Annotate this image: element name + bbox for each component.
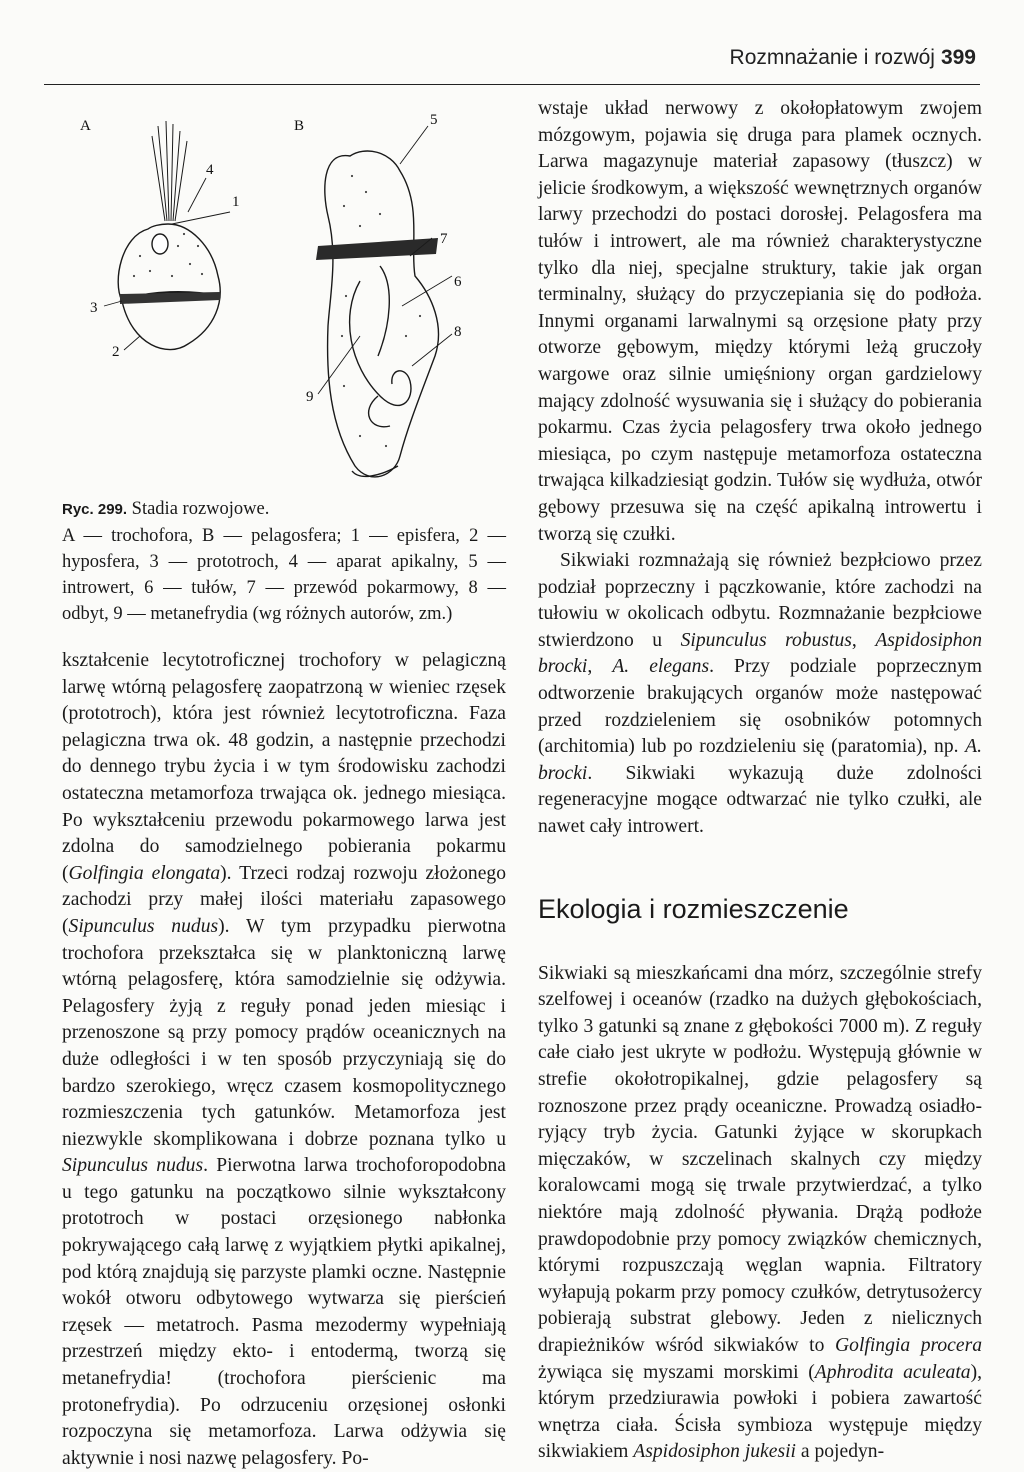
page-header (44, 40, 980, 85)
text-run: wstaje układ nerwowy z okołopłatowym zwojem mózgowym, pojawia się druga para plamek ocznych. Larwa magazynuje materiał zapasowy (tłuszcz) w jelicie środkowym, a większość wewnętrznych organów larwy przechodzi do postaci dorosłej. Pelagosfera ma tułów i introwert, ale ma również charakterystyczne tylko dla niej, specjalne struktury, takie jak organ terminalny, służący do przyczepiania się do podłoża. Innymi organami larwalnymi są orzęsione płaty przy otworze gębowym, między którymi leżą gruczoły wargowe oraz silnie umięśniony organ gardzielowy mający zdolność wysuwania się i służący do pobierania pokarmu. Czas życia pelagosfery trwa około jednego miesiąca, po czym następuje metamorfoza ostateczna trwająca kilkadziesiąt godzin. Tułów się wydłuża, otwór gębowy przesuwa się na część apikalną introwertu i tworzą się czułki. (538, 98, 982, 545)
running-head-title: Rozmnażanie i rozwój (729, 46, 935, 69)
figure-label-1: 1 (232, 194, 240, 210)
species-name: Sipunculus robustus (680, 629, 852, 651)
figure-label-8: 8 (454, 324, 462, 340)
species-name: Golfingia procera (835, 1334, 982, 1356)
species-name: Aspidosiphon jukesii (633, 1441, 796, 1463)
caption-label: Ryc. 299. (62, 501, 128, 518)
species-name: Aphrodita aculeata (814, 1361, 971, 1383)
page-number: 399 (940, 46, 976, 69)
text-run: Sikwiaki rozmnażają się również bezpłciowo przez podział poprzeczny i pączkowanie, które zachodzi na tułowiu w okolicach odbytu. Rozmnażanie bezpłciowe stwierdzono u (538, 550, 982, 651)
right-column (538, 96, 982, 1466)
text-run: ), którym przedziurawia powłoki i pobiera zawartość wnętrza ciała. Ścisła symbioza występuje między sikwiakiem (538, 1361, 982, 1463)
right-paragraph-2 (538, 548, 982, 841)
figure-label-3: 3 (90, 300, 98, 316)
species-name: A. elegans (612, 656, 710, 678)
text-run: żywiąca się myszami morskimi ( (538, 1361, 815, 1383)
figure-label-A: A (80, 118, 91, 134)
figure-caption (62, 496, 506, 627)
species-name: Golfingia elongata (68, 862, 221, 884)
left-column (62, 648, 506, 1472)
figure-label-B: B (294, 118, 305, 134)
text-run: a pojedyn- (795, 1441, 885, 1463)
species-name: Sipunculus nudus (62, 1155, 204, 1177)
species-name: Sipunculus nudus (68, 915, 219, 937)
figure-label-6: 6 (454, 274, 462, 290)
running-head (730, 46, 976, 70)
section-title: Ekologia i rozmieszczenie (538, 893, 849, 924)
caption-body: A — trochofora, B — pelagosfera; 1 — episfera, 2 — hyposfera, 3 — prototroch, 4 — aparat apikalny, 5 — introwert, 6 — tułów, 7 — przewód pokarmowy, 8 — odbyt, 9 — metanefrydia (wg różnych autorów, zm.) (62, 526, 506, 624)
text-run: ). Trzeci rodzaj rozwoju złożonego zachodzi przy małej ilości materiału zapasowego ( (62, 862, 506, 937)
left-paragraph-1 (62, 648, 506, 1472)
text-run: , (851, 629, 876, 651)
species-name: A. brocki (538, 736, 982, 784)
text-run: kształcenie lecytotroficznej trochofory w pelagiczną larwę wtórną pelagosferę zaopatrzoną w wieniec rzęsek (prototroch), która jest również lecytotroficzna. Faza pelagiczna trwa ok. 48 godzin, a następnie przechodzi do dennego trybu życia i w tym środowisku zachodzi ostateczna metamorfoza trwająca ok. jednego miesiąca. Po wykształceniu przewodu pokarmowego larwa jest zdolna do samodzielnego pobierania pokarmu ( (62, 650, 506, 884)
pelagosphere-stipple (341, 175, 421, 447)
figure-label-5: 5 (430, 112, 438, 128)
text-run: Sikwiaki są mieszkańcami dna mórz, szczególnie strefy szelfowej i oceanów (rzadko na dużych głębokościach, tylko 3 gatunki są znane z głębokości 7000 m). Z reguły całe ciało jest ukryte w podłożu. Występują głównie w strefie okołotropikalnej, gdzie pelagosfery są roznoszone przez prądy oceaniczne. Prowadzą osiadło-ryjący tryb życia. Gatunki żyjące w skorupkach mięczaków, w szczelinach skalnych czy między koralowcami mogą się trwale przytwierdzać, a tylko niektóre mają zdolność pływania. Drążą podłoże prawdopodobnie przy pomocy związków chemicznych, którymi rozpuszczają węglan wapnia. Filtratory wyłapują pokarm przy pomocy czułków, detrytusożercy pobierają substrat glebowy. Jeden z nielicznych drapieżników wśród sikwiaków to (538, 962, 982, 1356)
figure-illustration (60, 96, 500, 491)
pelagosphere-drawing (316, 126, 452, 477)
text-run: ). W tym przypadku pierwotna trochofora przekształca się w planktoniczną larwę wtórną pelagosferę, która samodzielnie się odżywia. Pelagosfery żyją z reguły ponad jeden miesiąc i przenoszone są przy pomocy prądów oceanicznych na duże odległości i w ten sposób przyczyniają się do bardzo szerokiego, wręcz czasem kosmopolitycznego rozmieszczenia tych gatunków. Metamorfoza jest niezwykle skomplikowana i dobrze poznana tylko u (62, 915, 506, 1150)
figure-label-9: 9 (306, 389, 314, 405)
species-name: Aspidosiphon brocki (538, 629, 983, 678)
trochophore-stipple (133, 233, 203, 277)
figure-label-2: 2 (112, 344, 120, 360)
right-paragraph-1 (538, 96, 982, 548)
text-run: . Pierwotna larwa trochoforopodobna u tego gatunku na początkowo silnie wykształcony prototroch w postaci orzęsionego nabłonka pokrywającego całą larwę z wyjątkiem płytki apikalnej, pod którą znajdują się parzyste plamki oczne. Następnie wokół otworu odbytowego wytwarza się pierścień rzęsek — metatroch. Pasma mezodermy wypełniają przestrzeń między ekto- i entodermą, tworzą się metanefrydia! (trochofora pierścienic ma protonefrydia). Po odrzuceniu orzęsionej osłonki rozpoczyna się metamorfoza. Larwa odżywia się aktywnie i nosi nazwę pelagosfery. Po- (62, 1155, 506, 1469)
text-run: . Przy podziale poprzecznym odtworzenie brakujących organów może następować przed rozdzieleniem się osobników potomnych (architomia) lub po rozdzieleniu się (paratomia), np. (538, 656, 982, 758)
text-run: , (587, 656, 613, 678)
caption-title: Stadia rozwojowe. (131, 499, 270, 519)
figure-label-7: 7 (440, 231, 448, 247)
figure-label-4: 4 (206, 162, 214, 178)
text-run: . Sikwiaki wykazują duże zdolności regeneracyjne mogące odtwarzać nie tylko czułki, ale nawet cały introwert. (538, 762, 982, 838)
right-paragraph-3 (538, 961, 982, 1466)
trochophore-drawing (104, 121, 230, 350)
figure-299 (60, 96, 500, 491)
